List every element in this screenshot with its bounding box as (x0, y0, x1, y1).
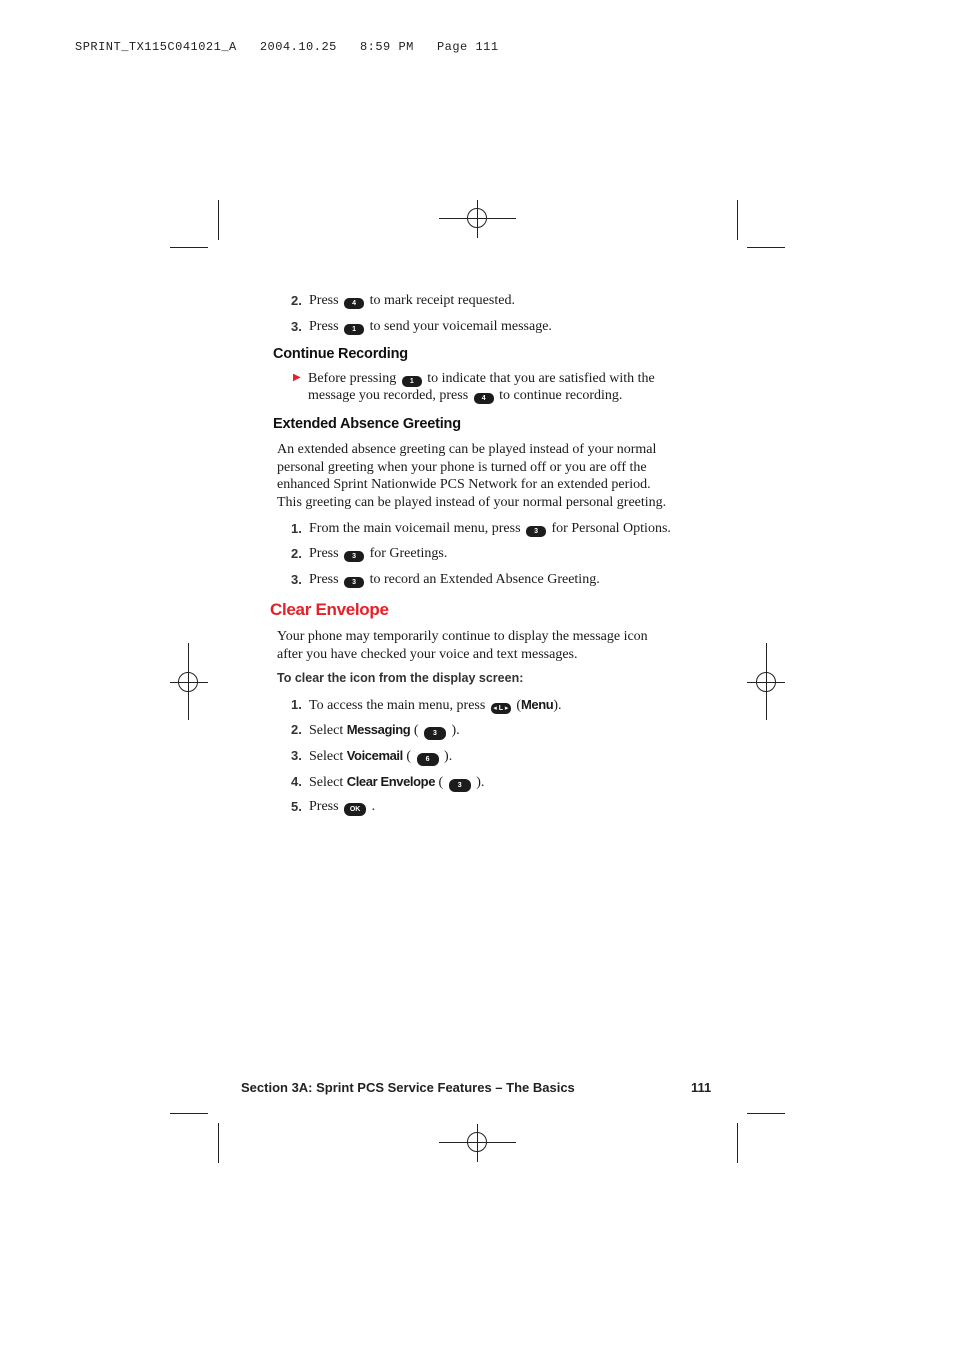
menu-name: Clear Envelope (346, 774, 436, 789)
nav-key-icon: ◂ L ▸ (491, 703, 511, 714)
procedure-lead: To clear the icon from the display screen: (277, 671, 524, 685)
section-heading: Extended Absence Greeting (273, 416, 461, 432)
key-4-icon: 4 (474, 393, 494, 404)
crop-mark (747, 1113, 785, 1114)
crop-mark (170, 247, 208, 248)
page-title: Clear Envelope (270, 600, 389, 619)
crop-mark (218, 1123, 219, 1163)
paragraph: An extended absence greeting can be played instead of your normal personal greeting when your phone is turned off or you are off the enhanced Sprint Nationwide PCS Network for an extended period. This greeting can be played instead of your normal personal greeting. (277, 442, 667, 511)
section-heading: Continue Recording (273, 346, 408, 362)
crop-mark (747, 247, 785, 248)
crop-mark (170, 1113, 208, 1114)
key-3-icon: 3 (344, 577, 364, 588)
crop-mark (218, 200, 219, 240)
menu-name: Messaging (346, 722, 411, 737)
registration-mark (178, 672, 198, 692)
registration-mark (756, 672, 776, 692)
crop-mark (737, 200, 738, 240)
key-4-icon: 4 (344, 298, 364, 309)
key-3-icon: 3 (526, 526, 546, 537)
menu-name: Voicemail (346, 748, 403, 763)
bullet-arrow-icon: ▶ (293, 372, 301, 383)
key-6-icon: 6 (417, 753, 439, 766)
registration-mark (467, 208, 487, 228)
registration-mark (467, 1132, 487, 1152)
menu-name: Menu (520, 697, 554, 712)
key-3-icon: 3 (424, 727, 446, 740)
footer-section-title: Section 3A: Sprint PCS Service Features – The Basics (241, 1080, 575, 1095)
key-3-icon: 3 (344, 551, 364, 562)
bullet-item: Before pressing 1 to indicate that you are satisfied with the message you recorded, press 4 to continue recording. (308, 371, 655, 403)
footer-page-number: 111 (691, 1080, 712, 1095)
crop-mark (737, 1123, 738, 1163)
paragraph: Your phone may temporarily continue to display the message icon after you have checked your voice and text messages. (277, 629, 648, 662)
print-slug: SPRINT_TX115C041021_A 2004.10.25 8:59 PM Page 111 (75, 40, 499, 54)
key-1-icon: 1 (402, 376, 422, 387)
ok-key-icon: OK (344, 803, 366, 816)
key-3-icon: 3 (449, 779, 471, 792)
key-1-icon: 1 (344, 324, 364, 335)
